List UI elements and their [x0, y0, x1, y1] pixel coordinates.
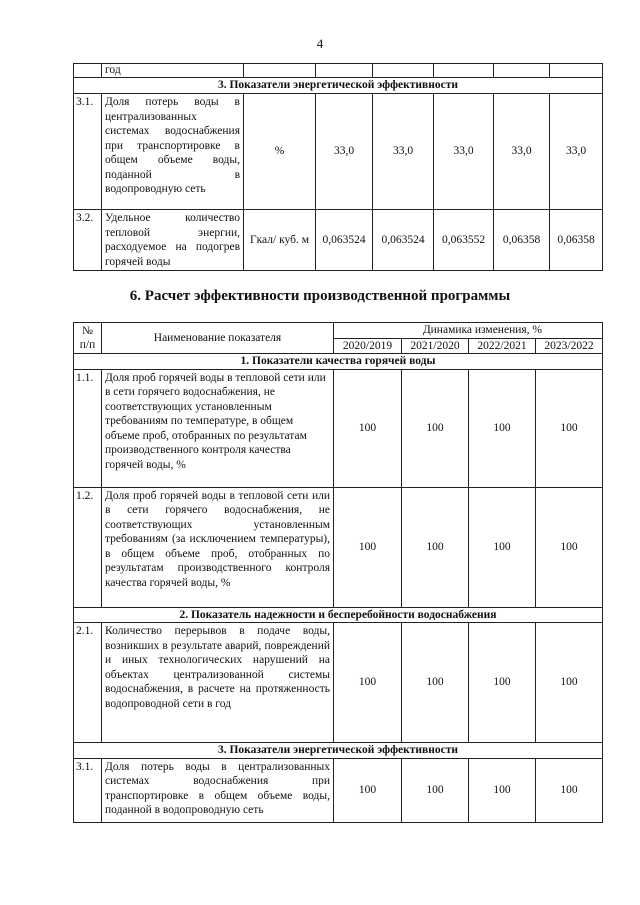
- row-value: 0,06358: [550, 210, 603, 271]
- indicators-table-continued: [73, 63, 603, 271]
- row-value: 100: [402, 623, 469, 743]
- row-value: 33,0: [434, 94, 494, 210]
- row-text: год: [102, 64, 244, 78]
- row-value: 100: [536, 487, 603, 607]
- header-year: 2020/2019: [334, 338, 402, 354]
- row-value: 33,0: [550, 94, 603, 210]
- header-name: Наименование показателя: [102, 323, 334, 354]
- row-value: 100: [469, 487, 536, 607]
- header-year: 2023/2022: [536, 338, 603, 354]
- row-number: 2.1.: [74, 623, 102, 743]
- header-year: 2022/2021: [469, 338, 536, 354]
- table-row: [74, 94, 603, 210]
- row-value: 100: [469, 369, 536, 487]
- row-name: Доля проб горячей воды в тепловой сети или в сети горячего водоснабжения, не соответствующих установленным требованиям (за исключением температуры), в общем объеме проб, отобранных по результатам производственного контроля качества горячей воды, %: [102, 487, 334, 607]
- row-value: 0,06358: [494, 210, 550, 271]
- row-name: Удельное количество тепловой энергии, расходуемое на подогрев горячей воды: [102, 210, 244, 271]
- header-num: № п/п: [74, 323, 102, 354]
- table-row: [74, 487, 603, 607]
- table-row: [74, 623, 603, 743]
- row-value: 100: [536, 369, 603, 487]
- section-title: 1. Показатели качества горячей воды: [74, 354, 603, 370]
- row-value: 100: [469, 758, 536, 822]
- row-number: 1.2.: [74, 487, 102, 607]
- section-heading: 6. Расчет эффективности производственной программы: [129, 288, 511, 304]
- row-value: 100: [334, 623, 402, 743]
- row-value: 100: [402, 758, 469, 822]
- efficiency-table: [73, 322, 603, 823]
- table-row: [74, 758, 603, 822]
- row-value: 33,0: [373, 94, 434, 210]
- row-value: 100: [334, 758, 402, 822]
- row-value: 100: [402, 369, 469, 487]
- row-value: 100: [334, 369, 402, 487]
- row-value: 33,0: [316, 94, 373, 210]
- table-row: [74, 210, 603, 271]
- row-value: 0,063524: [316, 210, 373, 271]
- row-number: 1.1.: [74, 369, 102, 487]
- row-value: 0,063552: [434, 210, 494, 271]
- row-unit: Гкал/ куб. м: [244, 210, 316, 271]
- section-row: [74, 78, 603, 94]
- section-row: [74, 743, 603, 759]
- row-name: Доля потерь воды в централизованных системах водоснабжения при транспортировке в общем объеме воды, поданной в водопроводную сеть: [102, 94, 244, 210]
- header-dynamics: Динамика изменения, %: [334, 323, 603, 339]
- table-row: [74, 369, 603, 487]
- row-value: 100: [469, 623, 536, 743]
- row-number: 3.1.: [74, 94, 102, 210]
- section-title: 3. Показатели энергетической эффективности: [74, 743, 603, 759]
- row-unit: %: [244, 94, 316, 210]
- section-row: [74, 354, 603, 370]
- row-value: 100: [334, 487, 402, 607]
- row-name: Количество перерывов в подаче воды, возникших в результате аварий, повреждений и иных технологических нарушений на объектах централизованной системы водоснабжения, в расчете на протяженность водопроводной сети в год: [102, 623, 334, 743]
- row-value: 0,063524: [373, 210, 434, 271]
- row-number: 3.1.: [74, 758, 102, 822]
- row-value: 100: [402, 487, 469, 607]
- row-value: 100: [536, 623, 603, 743]
- row-value: 100: [536, 758, 603, 822]
- section-title: 2. Показатель надежности и бесперебойности водоснабжения: [74, 607, 603, 623]
- section-row: [74, 607, 603, 623]
- header-year: 2021/2020: [402, 338, 469, 354]
- header-row: [74, 323, 603, 339]
- table-row: [74, 64, 603, 78]
- page-number: 4: [316, 36, 324, 51]
- row-name: Доля проб горячей воды в тепловой сети или в сети горячего водоснабжения, не соответствующих установленным требованиям по температуре, в общем объеме проб, отобранных по результатам производственного контроля качества горячей воды, %: [102, 369, 334, 487]
- section-title: 3. Показатели энергетической эффективности: [74, 78, 603, 94]
- row-value: 33,0: [494, 94, 550, 210]
- row-name: Доля потерь воды в централизованных системах водоснабжения при транспортировке в общем объеме воды, поданной в водопроводную сеть: [102, 758, 334, 822]
- row-number: 3.2.: [74, 210, 102, 271]
